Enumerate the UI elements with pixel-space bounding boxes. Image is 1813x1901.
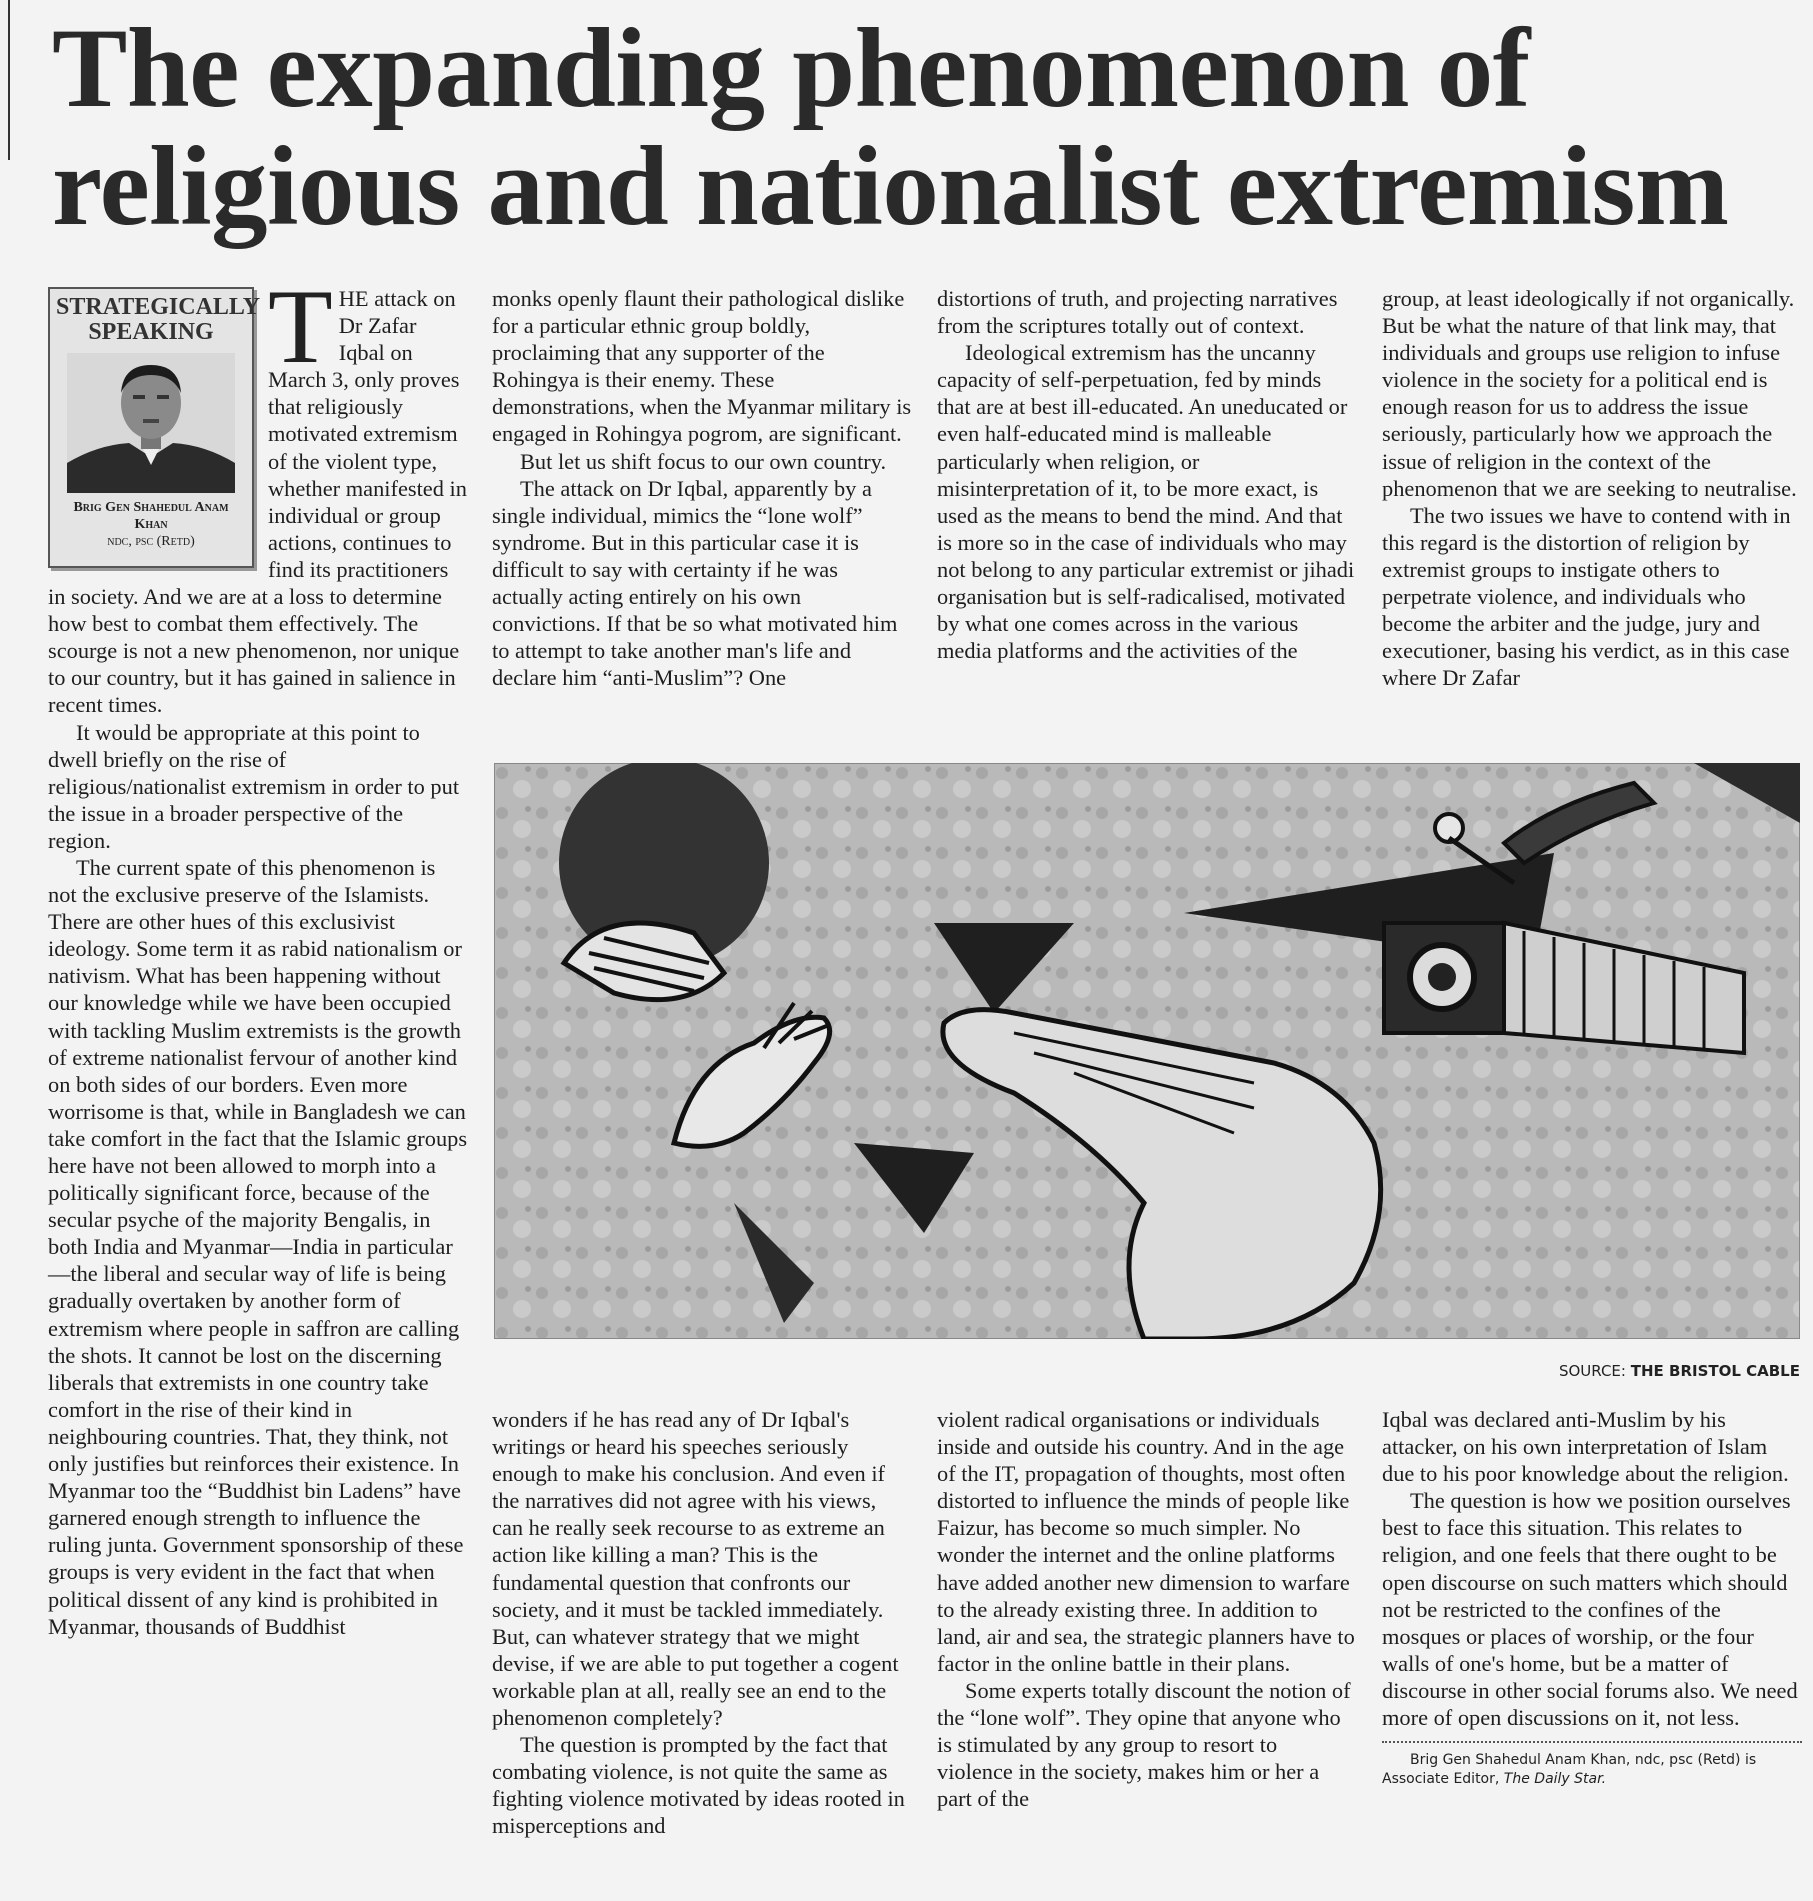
author-bio (1382, 1751, 1802, 1789)
paragraph: But let us shift focus to our own country. (520, 448, 887, 474)
paragraph: Iqbal was declared anti-Muslim by his attacker, on his own interpretation of Islam due to his poor knowledge about the religion. (1382, 1407, 1789, 1487)
paragraph: The current spate of this phenomenon is not the exclusive preserve of the Islamists. There are other hues of this exclusivist ideology. Some term it as rabid nationalism or nativism. What has been happening without our knowledge while we have been occupied with tackling Muslim extremists is the growth of extreme nationalist fervour of another kind on both sides of our borders. Even more worrisome is that, while in Bangladesh we can take comfort in the fact that the Islamic groups here have not been allowed to morph into a politically significant force, because of the secular psyche of the majority Bengalis, in both India and Myanmar—India in particular—the liberal and secular way of life is being gradually overtaken by another form of extremism where people in saffron are calling the shots. It cannot be lost on the discerning liberals that extremists in one country take comfort in the rise of their kind in neighbouring countries. That, they think, not only justifies but reinforces their existence. In Myanmar too the “Buddhist bin Ladens” have garnered enough strength to influence the ruling junta. Government sponsorship of these groups is very evident in the fact that when political dissent of any kind is prohibited in Myanmar, thousands of Buddhist (48, 854, 468, 1639)
author-name: Brig Gen Shahedul Anam Khan (73, 500, 229, 532)
paragraph: The two issues we have to contend with in this regard is the distortion of religion by extremist groups to instigate others to perpetrate violence, and individuals who become the arbiter and the judge, jury and executioner, basing his verdict, as in this case where Dr Zafar (1382, 502, 1791, 691)
paragraph: The question is prompted by the fact that combating violence, is not quite the same as fighting violence motivated by ideas rooted in misperceptions and (492, 1732, 905, 1839)
article-illustration (494, 763, 1800, 1339)
article-column-4-bottom (1382, 1406, 1802, 1789)
paragraph: wonders if he has read any of Dr Iqbal's writings or heard his speeches seriously enough to make his conclusion. And even if the narratives did not agree with his views, can he really seek recourse to as extreme an action like killing a man? This is the fundamental question that confronts our society, and it must be tackled immediately. But, can whatever strategy that we might devise, if we are able to put together a cogent workable plan at all, really see an end to the phenomenon completely? (492, 1407, 899, 1731)
article-column-2-top (492, 285, 912, 691)
drop-cap: T (268, 268, 333, 385)
headline-line-1: The expanding phenomenon of (52, 6, 1530, 131)
headline-line-2: religious and nationalist extremism (52, 124, 1729, 249)
publication-name: The Daily Star. (1503, 1771, 1607, 1788)
article-column-3-top (937, 285, 1357, 664)
paragraph: HE attack on Dr Zafar Iqbal on March 3, only proves that religiously motivated extremism of the violent type, whether manifested in individual or group actions, continues to find its practitioners in society. And we are at a loss to determine how best to combat them effectively. The scourge is not a new phenomenon, nor unique to our country, but it has gained in salience in recent times. (48, 286, 467, 718)
headline (52, 6, 1792, 249)
article-column-1 (48, 268, 468, 1640)
paragraph: Some experts totally discount the notion of the “lone wolf”. They opine that anyone who is stimulated by any group to resort to violence in the society, makes him or her a part of the (937, 1677, 1351, 1812)
article-column-3-bottom (937, 1406, 1357, 1812)
paragraph: It would be appropriate at this point to dwell briefly on the rise of religious/nationalist extremism in order to put the issue in a broader perspective of the region. (48, 719, 460, 853)
bio-divider (1382, 1741, 1802, 1743)
author-photo (67, 353, 235, 493)
paragraph: monks openly flaunt their pathological dislike for a particular ethnic group boldly, proclaiming that any supporter of the Rohingya is their enemy. These demonstrations, when the Myanmar military is engaged in Rohingya pogrom, are significant. (492, 286, 912, 447)
column-rule (8, 0, 10, 160)
paragraph: violent radical organisations or individuals inside and outside his country. And in the age of the IT, propagation of thoughts, most often distorted to influence the minds of people like Faizur, has become so much simpler. No wonder the internet and the online platforms have added another new dimension to warfare to the already existing three. In addition to land, air and sea, the strategic planners have to factor in the online battle in their plans. (937, 1407, 1355, 1676)
paragraph: The attack on Dr Iqbal, apparently by a single individual, mimics the “lone wolf” syndrome. But in this particular case it is difficult to say with certainty if he was actually acting entirely on his own convictions. If that be so what motivated him to attempt to take another man's life and declare him “anti-Muslim”? One (492, 475, 898, 691)
paragraph: The question is how we position ourselves best to face this situation. This relates to religion, and one feels that there ought to be open discourse on such matters which should not be restricted to the confines of the mosques or places of worship, or the four walls of one's home, but be a matter of discourse in other social forums also. We need more of open discussions on it, not less. (1382, 1488, 1798, 1731)
image-source-name: THE BRISTOL CABLE (1630, 1362, 1800, 1380)
paragraph: Ideological extremism has the uncanny capacity of self-perpetuation, fed by minds that are at best ill-educated. An uneducated or even half-educated mind is malleable particularly when religion, or misinterpretation of it, to be more exact, is used as the means to bend the mind. And that is more so in the case of individuals who may not belong to any particular extremist or jihadi organisation but is self-radicalised, motivated by what one comes across in the various media platforms and the activities of the (937, 340, 1355, 664)
paragraph: distortions of truth, and projecting narratives from the scriptures totally out of context. (937, 286, 1338, 339)
paragraph: group, at least ideologically if not organically. But be what the nature of that link may, that individuals and groups use religion to infuse violence in the society for a political end is enough reason for us to address the issue seriously, particularly how we approach the issue of religion in the context of the phenomenon that we are seeking to neutralise. (1382, 286, 1797, 501)
author-credentials: ndc, psc (Retd) (107, 534, 195, 549)
image-source-label: SOURCE: (1558, 1362, 1626, 1380)
article-column-4-top (1382, 285, 1802, 691)
author-bio-text: Brig Gen Shahedul Anam Khan, ndc, psc (Retd) is Associate Editor, (1382, 1752, 1757, 1788)
image-source (1559, 1362, 1800, 1380)
column-name: STRATEGICALLY SPEAKING (56, 294, 261, 345)
column-box (48, 287, 261, 568)
article-column-2-bottom (492, 1406, 912, 1840)
